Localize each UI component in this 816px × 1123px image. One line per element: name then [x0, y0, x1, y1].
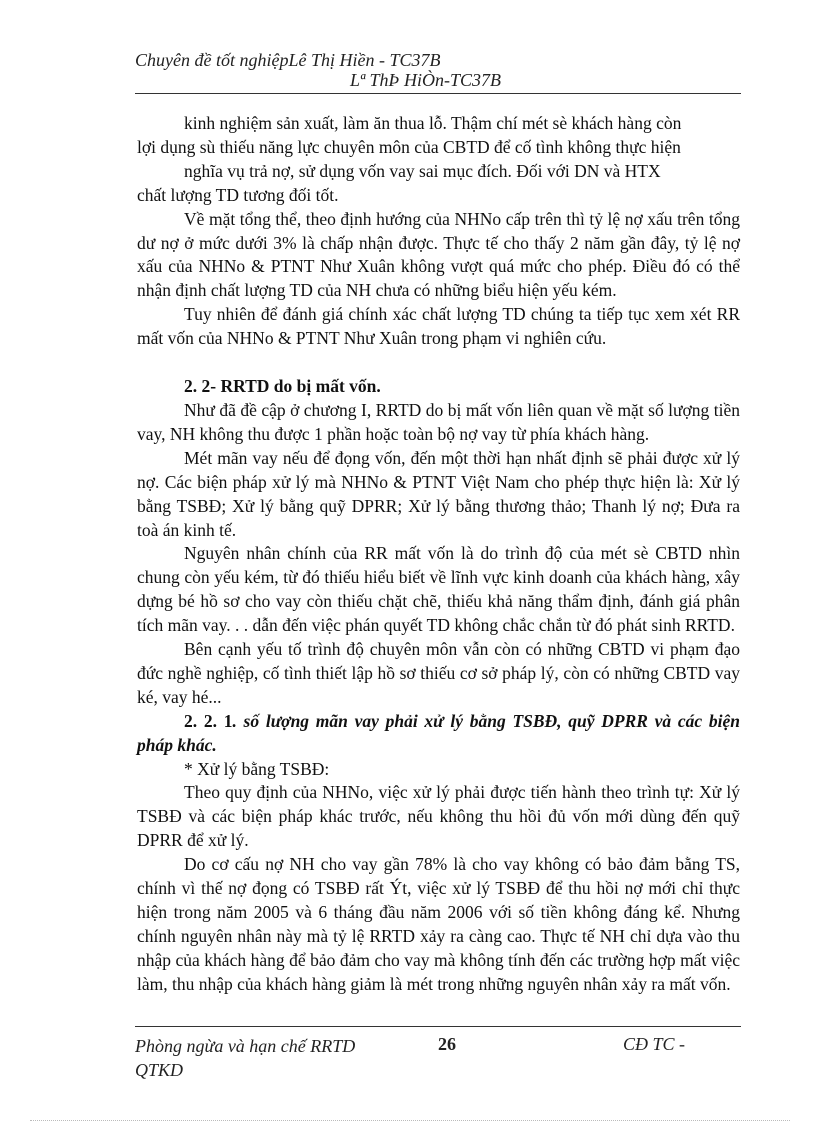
body-paragraph: Theo quy định của NHNo, việc xử lý phải được tiến hành theo trình tự: Xử lý TSBĐ và các biện pháp khác trước, nếu không thu hồi đủ vốn mới dùng đến quỹ DPRR để xử lý.	[137, 782, 740, 851]
body-paragraph: Như đã đề cập ở chương I, RRTD do bị mất vốn liên quan về mặt số lượng tiền vay, NH không thu được 1 phần hoặc toàn bộ nợ vay từ phía khách hàng.	[137, 399, 740, 444]
header-divider	[135, 93, 741, 94]
body-paragraph: chất lượng TD tương đối tốt.	[137, 184, 339, 205]
body-paragraph: Tuy nhiên để đánh giá chính xác chất lượng TD chúng ta tiếp tục xem xét RR mất vốn của NHNo & PTNT Như Xuân trong phạm vi nghiên cứu.	[137, 304, 740, 349]
body-paragraph: Nguyên nhân chính của RR mất vốn là do trình độ của mét sè CBTD nhìn chung còn yếu kém, từ đó thiếu hiểu biết về lĩnh vực kinh doanh của khách hàng, xây dựng bé hồ sơ cho vay còn thiếu chặt chẽ, thiếu khả năng thẩm định, đánh giá phân tích mãn vay. . . dẫn đến việc phán quyết TD không chắc chắn từ đó phát sinh RRTD.	[137, 543, 740, 636]
body-paragraph: Do cơ cấu nợ NH cho vay gần 78% là cho vay không có bảo đảm bằng TS, chính vì thế nợ đọng có TSBĐ rất Ýt, việc xử lý TSBĐ để thu hồi nợ mới chỉ thực hiện trong năm 2005 và 6 tháng đầu năm 2006 với số tiền không đáng kể. Nhưng chính nguyên nhân này mà tỷ lệ RRTD xảy ra càng cao. Thực tế NH chỉ dựa vào thu nhập của khách hàng để bảo đảm cho vay mà không tính đến các trường hợp mất việc làm, thu nhập của khách hàng giảm là mét trong những nguyên nhân xảy ra mất vốn.	[137, 854, 740, 994]
header-line-2: Lª ThÞ HiÒn-TC37B	[350, 70, 501, 90]
subsection-number: 2. 2. 1	[184, 710, 233, 731]
body-paragraph: kinh nghiệm sản xuất, làm ăn thua lỗ. Thậm chí mét sè khách hàng còn	[184, 113, 682, 133]
body-paragraph: * Xử lý bằng TSBĐ:	[184, 758, 330, 779]
body-paragraph: Về mặt tổng thể, theo định hướng của NHNo cấp trên thì tỷ lệ nợ xấu trên tổng dư nợ ở mức dưới 3% là chấp nhận được. Thực tế cho thấy 2 năm gần đây, tỷ lệ nợ xấu của NHNo & PTNT Như Xuân không vượt quá mức cho phép. Điều đó có thể nhận định chất lượng TD của NH chưa có những biểu hiện yếu kém.	[137, 208, 740, 301]
footer-right: CĐ TC -	[623, 1034, 686, 1054]
section-heading: 2. 2- RRTD do bị mất vốn.	[184, 376, 381, 397]
footer-left	[135, 1034, 355, 1082]
body-paragraph: nghĩa vụ trả nợ, sử dụng vốn vay sai mục đích. Đối với DN và HTX	[184, 160, 661, 181]
footer-left-line-2: QTKD	[135, 1060, 184, 1080]
body-paragraph: Mét mãn vay nếu để đọng vốn, đến một thời hạn nhất định sẽ phải được xử lý nợ. Các biện pháp xử lý mà NHNo & PTNT Việt Nam cho phép thực hiện là: Xử lý bằng TSBĐ; Xử lý bằng quỹ DPRR; Xử lý bằng thương thảo; Thanh lý nợ; Đưa ra toà án kinh tế.	[137, 447, 740, 540]
footer-divider	[135, 1026, 741, 1027]
page-bottom-edge	[30, 1120, 790, 1121]
body-paragraph: Bên cạnh yếu tố trình độ chuyên môn vẫn còn có những CBTD vi phạm đạo đức nghề nghiệp, cố tình thiết lập hồ sơ thiếu cơ sở pháp lý, còn có những CBTD vay ké, vay hé...	[137, 639, 740, 707]
subsection-title: . số lượng mãn vay phải xử lý bằng TSBĐ, quỹ DPRR và các biện pháp khác.	[137, 710, 741, 755]
body-paragraph: lợi dụng sù thiếu năng lực chuyên môn của CBTD để cố tình không thực hiện	[137, 136, 681, 157]
footer-left-line-1: Phòng ngừa và hạn chế RRTD	[135, 1036, 356, 1056]
header-line-1: Chuyên đề tốt nghiệpLê Thị Hiền - TC37B	[135, 50, 441, 70]
page-number: 26	[438, 1034, 456, 1054]
document-body	[137, 112, 740, 997]
subsection-heading	[137, 710, 740, 758]
paragraph-spacer	[137, 351, 740, 375]
